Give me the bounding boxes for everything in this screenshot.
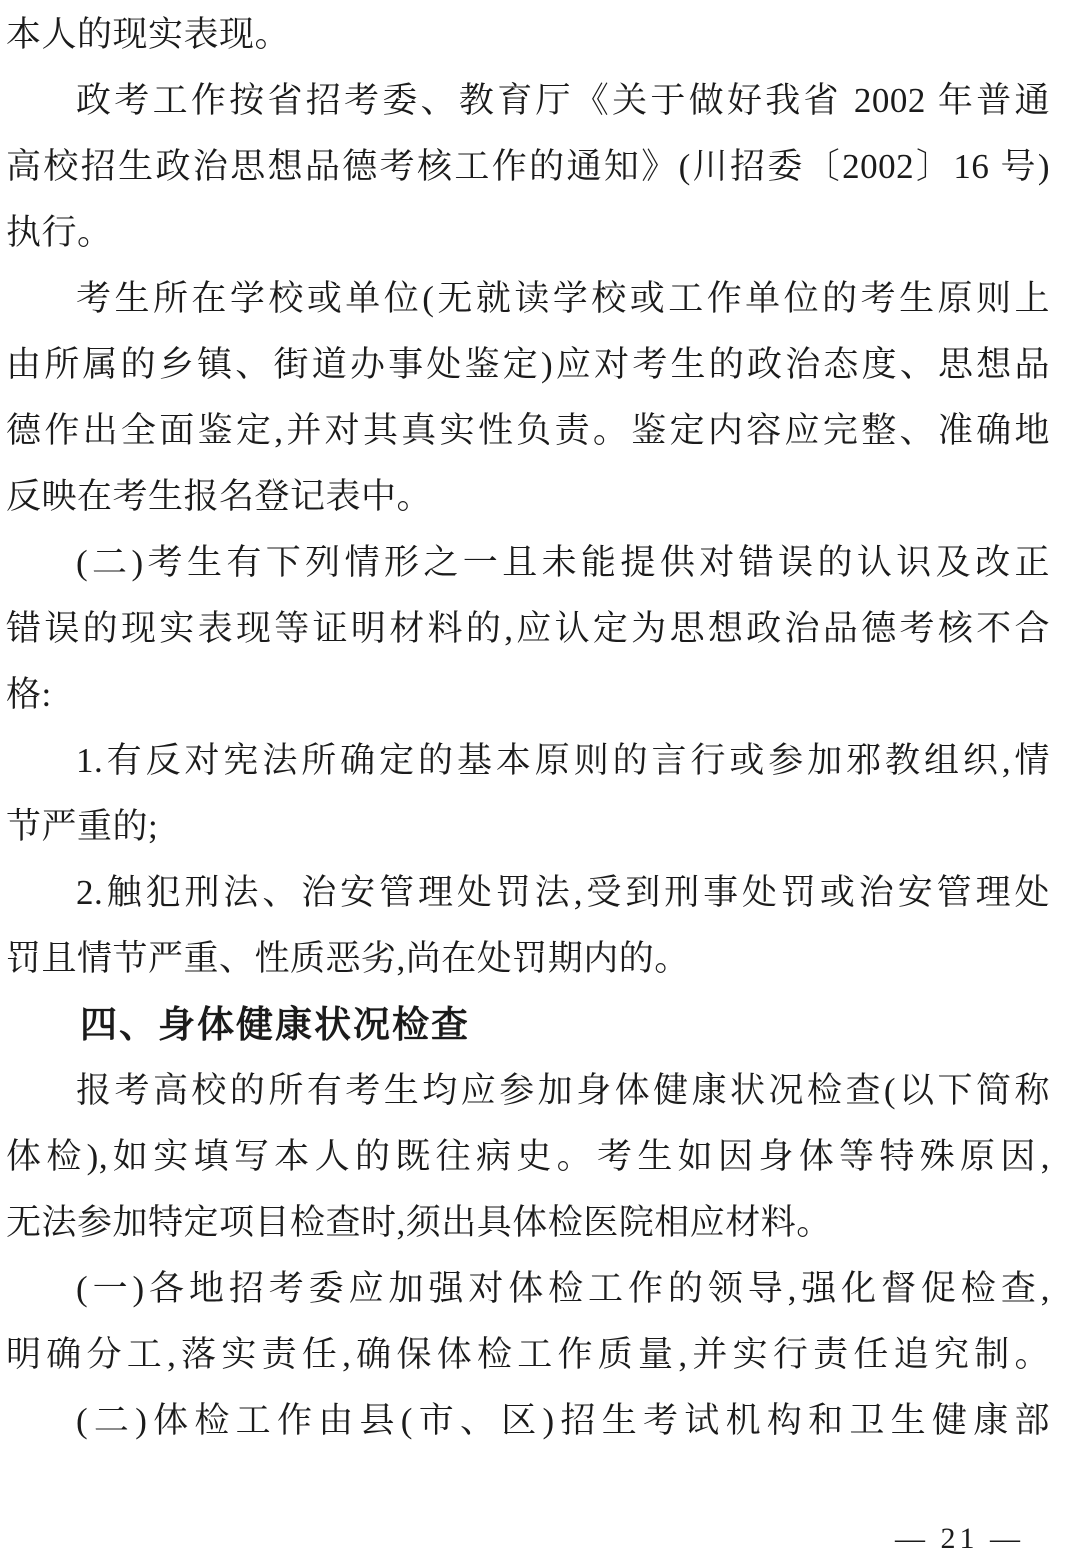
text-line: 罚且情节严重、性质恶劣,尚在处罚期内的。 [6,939,690,978]
text-line: 由所属的乡镇、街道办事处鉴定)应对考生的政治态度、思想品 [6,345,1050,384]
text-line: 反映在考生报名登记表中。 [6,477,433,516]
document-body [6,2,1050,1454]
text-line: 体检),如实填写本人的既往病史。考生如因身体等特殊原因, [6,1137,1050,1176]
text-line: 考生所在学校或单位(无就读学校或工作单位的考生原则上 [76,279,1050,318]
text-line: 错误的现实表现等证明材料的,应认定为思想政治品德考核不合 [6,609,1050,648]
text-line: 执行。 [6,213,113,252]
text-line: (一)各地招考委应加强对体检工作的领导,强化督促检查, [76,1269,1050,1308]
text-line: (二)体检工作由县(市、区)招生考试机构和卫生健康部 [76,1401,1050,1440]
text-line: 节严重的; [6,807,159,846]
page-number: — 21 — [895,1522,1024,1555]
text-line: 政考工作按省招考委、教育厅《关于做好我省 2002 年普通 [76,81,1050,120]
text-line: 格: [6,675,52,714]
text-line: (二)考生有下列情形之一且未能提供对错误的认识及改正 [76,543,1050,582]
text-line: 1.有反对宪法所确定的基本原则的言行或参加邪教组织,情 [76,741,1050,780]
text-line: 2.触犯刑法、治安管理处罚法,受到刑事处罚或治安管理处 [76,873,1050,912]
text-line: 高校招生政治思想品德考核工作的通知》(川招委〔2002〕16 号) [6,147,1050,186]
section-heading: 四、身体健康状况检查 [80,1004,470,1045]
text-line: 明确分工,落实责任,确保体检工作质量,并实行责任追究制。 [6,1335,1050,1374]
text-line: 无法参加特定项目检查时,须出具体检医院相应材料。 [6,1203,832,1242]
text-line: 报考高校的所有考生均应参加身体健康状况检查(以下简称 [76,1071,1050,1110]
text-line: 德作出全面鉴定,并对其真实性负责。鉴定内容应完整、准确地 [6,411,1050,450]
text-line: 本人的现实表现。 [6,15,291,54]
